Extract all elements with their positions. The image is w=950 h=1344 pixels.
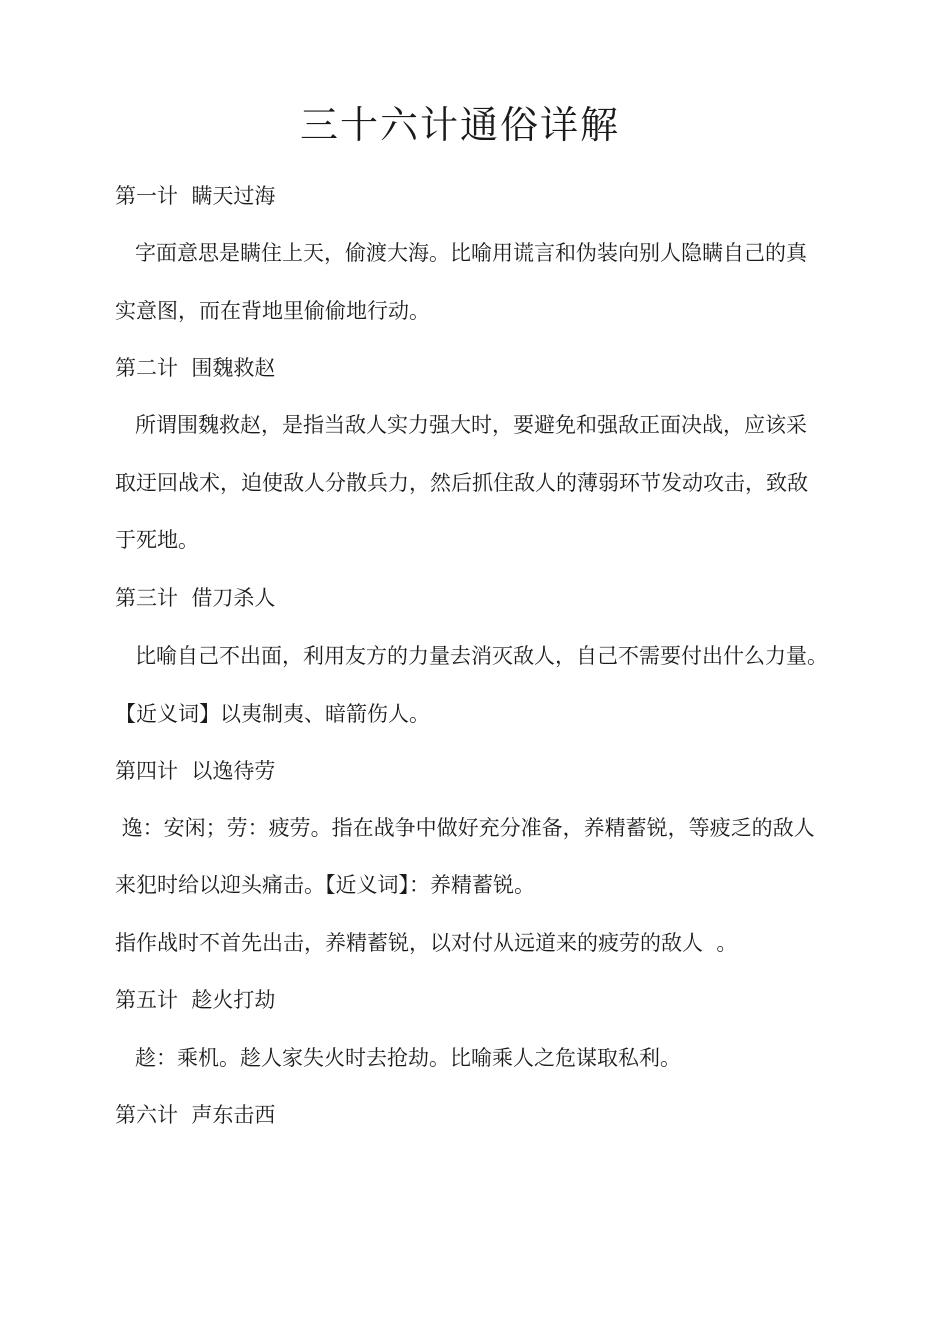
- paragraph-line: 字面意思是瞒住上天，偷渡大海。比喻用谎言和伪装向别人隐瞒自己的真: [115, 241, 808, 265]
- paragraph-line: 取迂回战术，迫使敌人分散兵力，然后抓住敌人的薄弱环节发动攻击，致敌: [115, 471, 808, 495]
- paragraph-line: 【近义词】以夷制夷、暗箭伤人。: [115, 702, 430, 726]
- paragraph-line: 于死地。: [115, 528, 199, 552]
- chapter-heading-6: 第六计 声东击西: [115, 1103, 276, 1127]
- paragraph-line: 指作战时不首先出击，养精蓄锐，以对付从远道来的疲劳的敌人 。: [115, 931, 738, 955]
- chapter-heading-1: 第一计 瞒天过海: [115, 184, 276, 208]
- chapter-heading-2: 第二计 围魏救赵: [115, 356, 276, 380]
- chapter-heading-4: 第四计 以逸待劳: [115, 759, 276, 783]
- document-title: 三十六计通俗详解: [299, 103, 620, 147]
- paragraph-line: 所谓围魏救赵，是指当敌人实力强大时，要避免和强敌正面决战，应该采: [115, 413, 808, 437]
- paragraph-line: 来犯时给以迎头痛击。【近义词】：养精蓄锐。: [115, 873, 535, 897]
- paragraph-line: 趁：乘机。趁人家失火时去抢劫。比喻乘人之危谋取私利。: [115, 1046, 682, 1070]
- chapter-heading-5: 第五计 趁火打劫: [115, 988, 276, 1012]
- paragraph-line: 逸：安闲；劳：疲劳。指在战争中做好充分准备，养精蓄锐，等疲乏的敌人: [115, 816, 815, 840]
- paragraph-line: 比喻自己不出面，利用友方的力量去消灭敌人，自己不需要付出什么力量。: [115, 644, 829, 668]
- paragraph-line: 实意图，而在背地里偷偷地行动。: [115, 299, 430, 323]
- chapter-heading-3: 第三计 借刀杀人: [115, 586, 276, 610]
